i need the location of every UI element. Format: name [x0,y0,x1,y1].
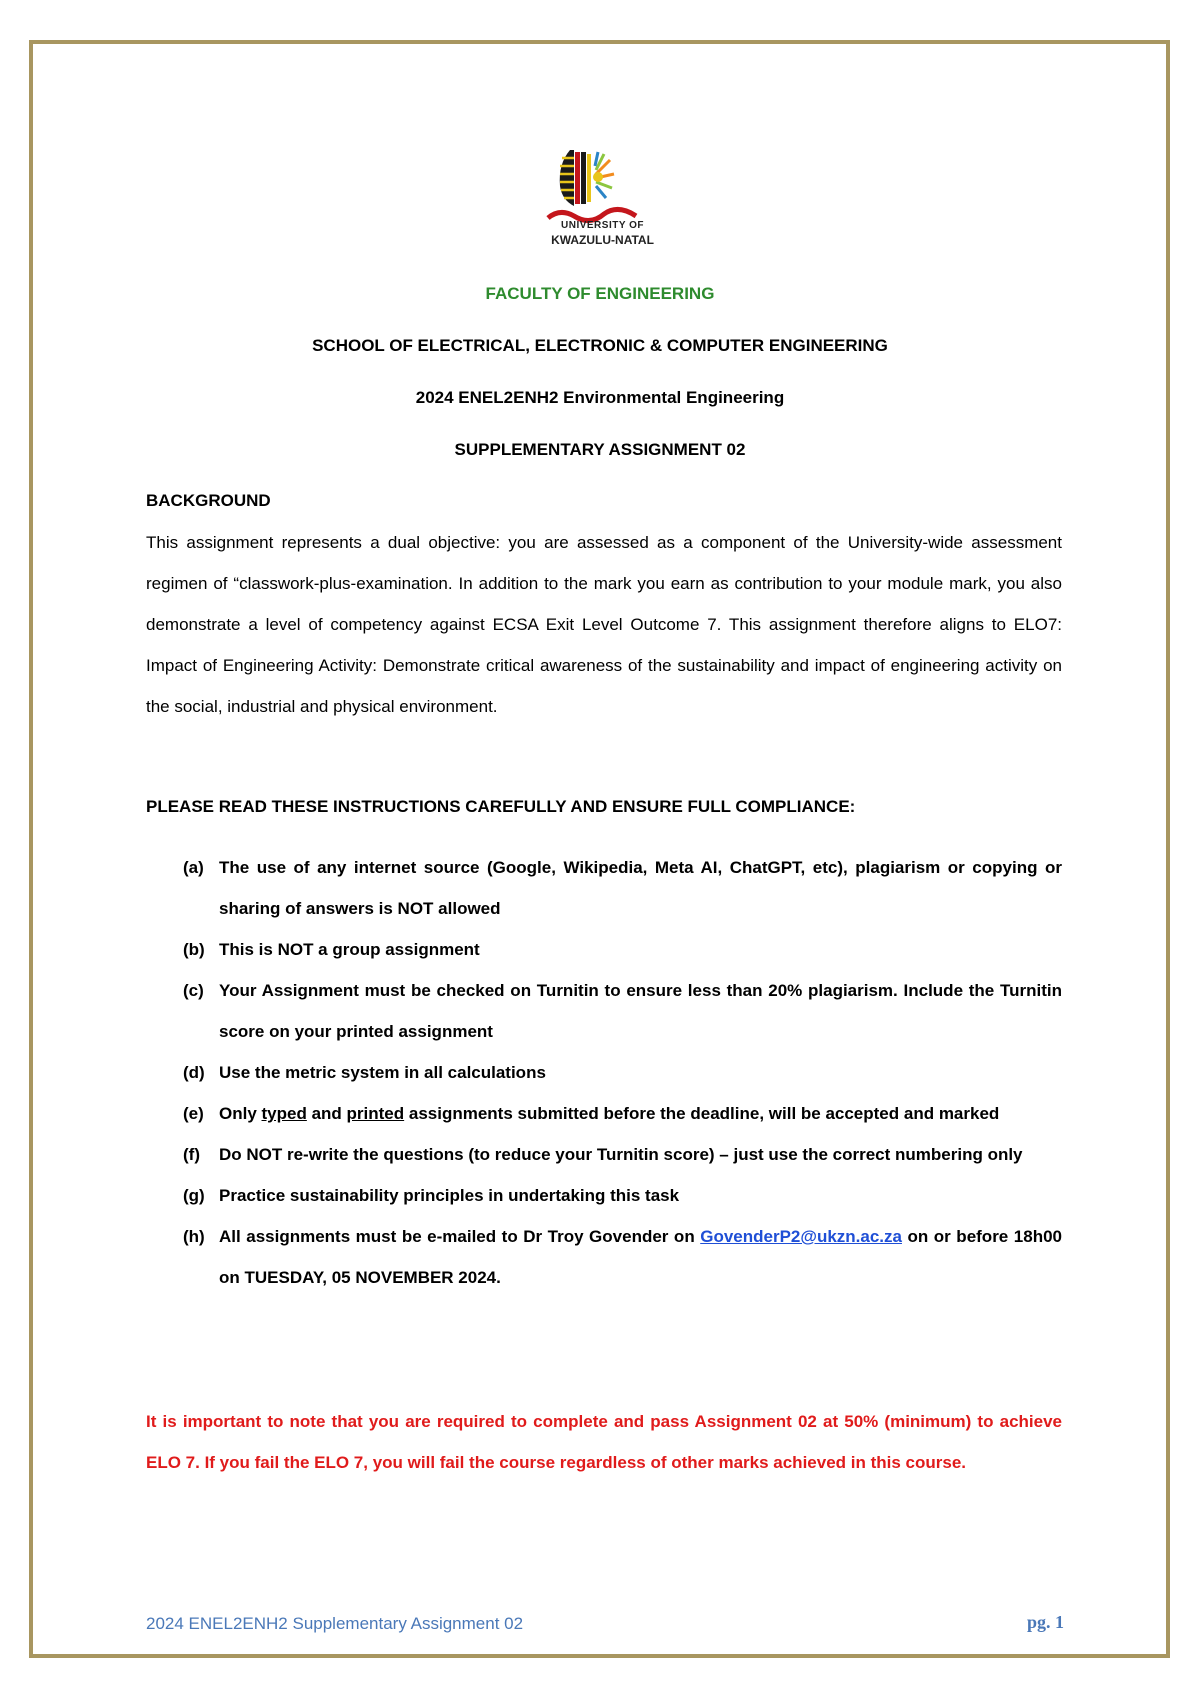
logo-line-1: UNIVERSITY OF [561,220,644,231]
page-number: pg. 1 [1026,1612,1064,1632]
assignment-title: SUPPLEMENTARY ASSIGNMENT 02 [454,440,746,459]
instruction-text-post: on or before 18h00 on TUESDAY, 05 NOVEMBER 2024. [219,1227,1062,1287]
background-paragraph: This assignment represents a dual objective: you are assessed as a component of the University-wide assessment regimen of “classwork-plus-examination. In addition to the mark you earn as contribution to your module mark, you also demonstrate a level of competency against ECSA Exit Level Outcome 7. This assignment therefore aligns to ELO7: Impact of Engineering Activity: Demonstrate critical awareness of the sustainability and impact of engineering activity on the social, industrial and physical environment. [146,533,1062,716]
instruction-text: Use the metric system in all calculations [219,1063,546,1082]
instruction-text-post: assignments submitted before the deadline, will be accepted and marked [404,1104,1000,1123]
instruction-marker: (d) [183,1063,205,1082]
instruction-item-c [146,970,1062,1052]
instruction-text: The use of any internet source (Google, Wikipedia, Meta AI, ChatGPT, etc), plagiarism or copying or sharing of answers is NOT allowed [219,858,1062,918]
instruction-text [219,1216,1062,1298]
instruction-marker: (h) [183,1227,205,1246]
instruction-marker: (a) [183,858,204,877]
footer-title: 2024 ENEL2ENH2 Supplementary Assignment 02 [146,1614,524,1633]
instruction-item-e [146,1093,1062,1134]
email-link[interactable]: GovenderP2@ukzn.ac.za [700,1227,902,1246]
instruction-item-f [146,1134,1062,1175]
instruction-text: Practice sustainability principles in undertaking this task [219,1186,680,1205]
warning-note: It is important to note that you are required to complete and pass Assignment 02 at 50% (minimum) to achieve ELO 7. If you fail the ELO 7, you will fail the course regardless of other marks achieved in this course. [146,1412,1062,1472]
logo-line-2: KWAZULU-NATAL [551,233,654,247]
underlined-word-printed: printed [346,1104,405,1123]
background-heading: BACKGROUND [146,491,271,510]
course-title: 2024 ENEL2ENH2 Environmental Engineering [415,388,785,407]
instruction-text-pre: Only [219,1104,262,1123]
instruction-text: This is NOT a group assignment [219,940,480,959]
instruction-text: Your Assignment must be checked on Turnitin to ensure less than 20% plagiarism. Include the Turnitin score on your printed assignment [219,981,1062,1041]
instruction-item-b [146,929,1062,970]
instruction-item-d [146,1052,1062,1093]
school-title: SCHOOL OF ELECTRICAL, ELECTRONIC & COMPUTER ENGINEERING [312,336,888,355]
instruction-item-g [146,1175,1062,1216]
instruction-marker: (f) [183,1145,200,1164]
instruction-marker: (c) [183,981,204,1000]
instruction-item-h [146,1216,1062,1298]
faculty-title: FACULTY OF ENGINEERING [485,284,715,303]
instruction-text [219,1093,1062,1134]
instruction-text: Do NOT re-write the questions (to reduce your Turnitin score) – just use the correct numbering only [219,1145,1023,1164]
instruction-text-pre: All assignments must be e-mailed to Dr Troy Govender on [219,1227,701,1246]
instruction-marker: (e) [183,1104,204,1123]
instructions-list [146,847,1062,1298]
instruction-text-mid: and [306,1104,347,1123]
instruction-item-a [146,847,1062,929]
instruction-marker: (b) [183,940,205,959]
instruction-marker: (g) [183,1186,205,1205]
instructions-heading: PLEASE READ THESE INSTRUCTIONS CAREFULLY AND ENSURE FULL COMPLIANCE: [146,797,856,816]
underlined-word-typed: typed [261,1104,307,1123]
university-logo [540,144,665,254]
